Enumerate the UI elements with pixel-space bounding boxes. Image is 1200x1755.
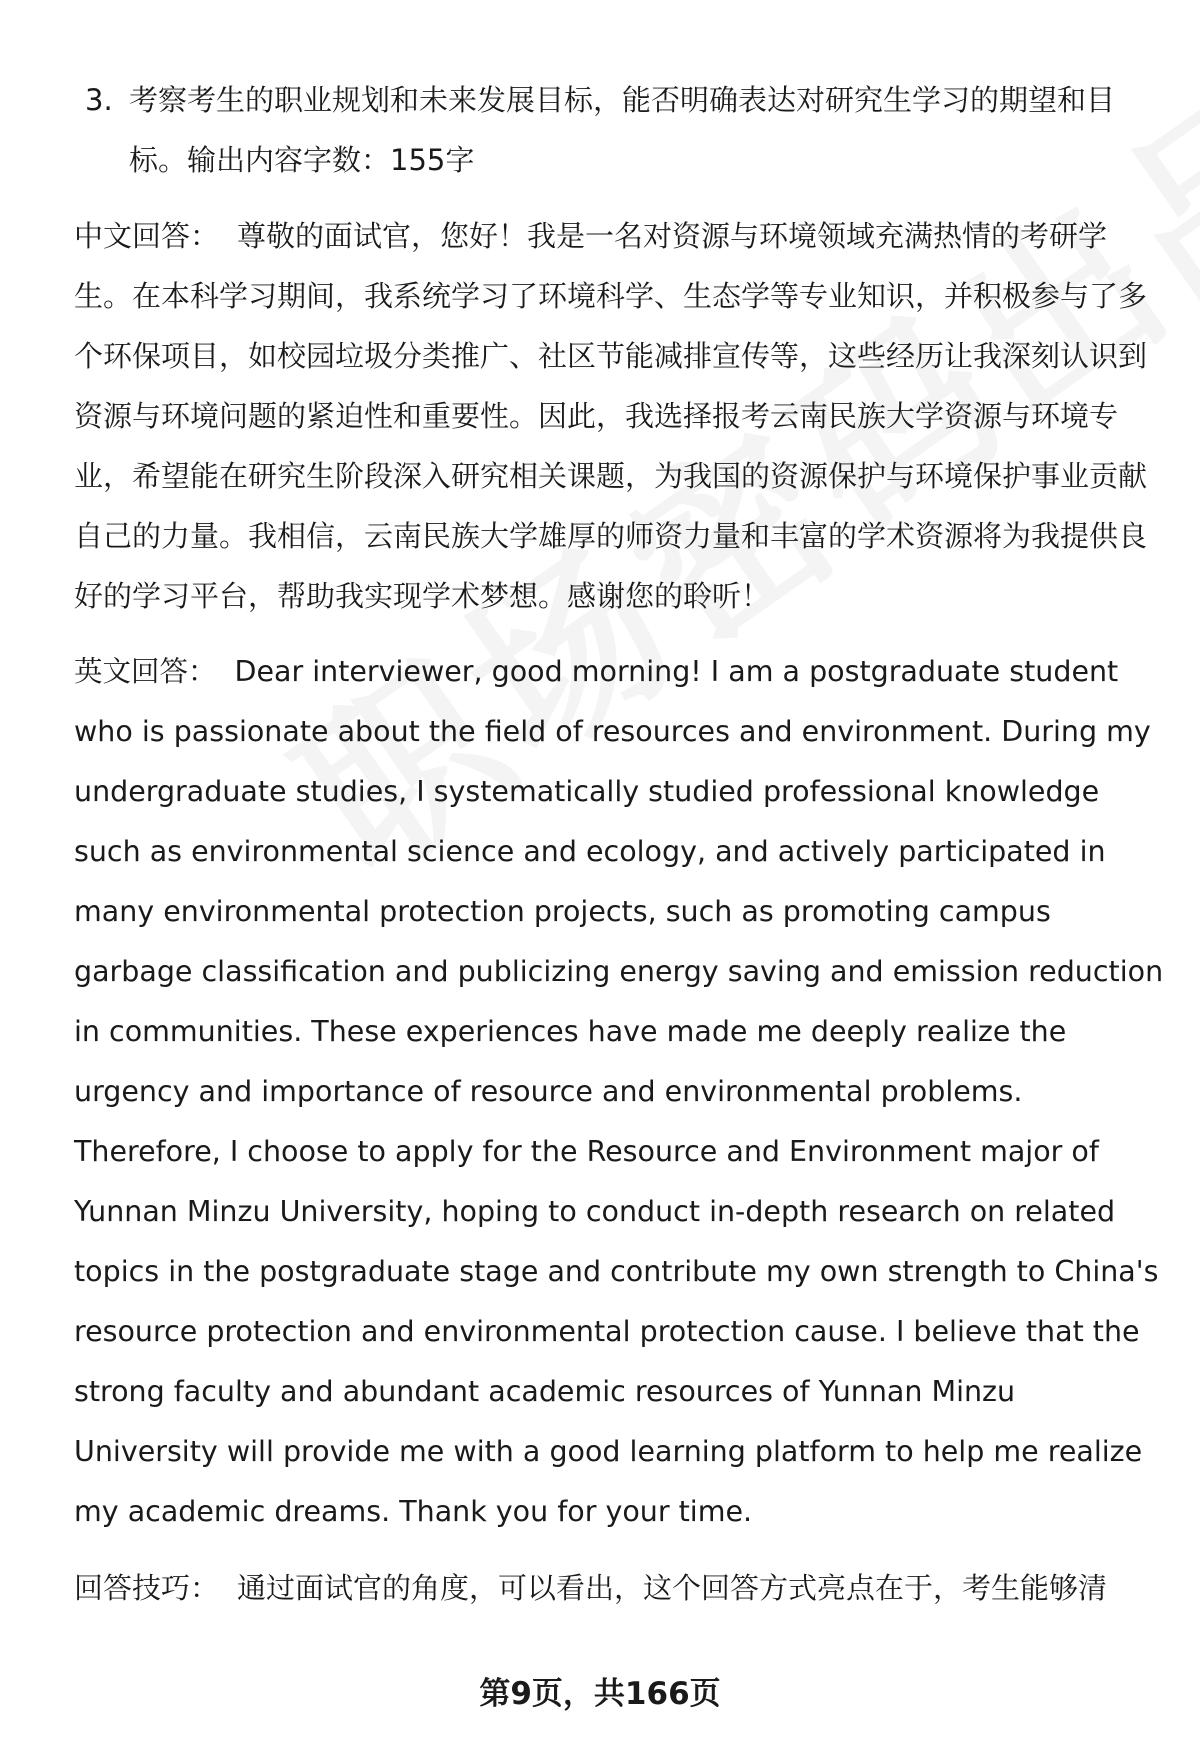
english-answer-text: Dear interviewer, good morning! I am a postgraduate student who is passionate about the field of resources and environment. During my undergraduate studies, I systematically studied professional knowledge such as environmental science and ecology, and actively participated in many environmental protection projects, such as promoting campus garbage classification and publicizing energy saving and emission reduction in communities. These experiences have made me deeply realize the urgency and importance of resource and environmental problems. Therefore, I choose to apply for the Resource and Environment major of Yunnan Minzu University, hoping to conduct in-depth research on related topics in the postgraduate stage and contribute my own strength to China's resource protection and environmental protection cause. I believe that the strong faculty and abundant academic resources of Yunnan Minzu University will provide me with a good learning platform to help me realize my academic dreams. Thank you for your time. (74, 655, 1164, 1528)
question-number: 3. (85, 83, 113, 117)
chinese-answer-label: 中文回答： (74, 219, 220, 253)
answer-tips-text: 通过面试官的角度，可以看出，这个回答方式亮点在于，考生能够清 (237, 1571, 1108, 1605)
question-item (85, 70, 1164, 190)
english-answer-label: 英文回答： (74, 655, 217, 688)
question-text: 考察考生的职业规划和未来发展目标，能否明确表达对研究生学习的期望和目标。输出内容字数：155字 (129, 83, 1116, 177)
document-page (74, 70, 1164, 1618)
answer-tips-label: 回答技巧： (74, 1571, 220, 1605)
page-footer: 第9页，共166页 (479, 1676, 721, 1712)
chinese-answer (74, 206, 1164, 626)
chinese-answer-text: 尊敬的面试官，您好！我是一名对资源与环境领域充满热情的考研学生。在本科学习期间，我系统学习了环境科学、生态学等专业知识，并积极参与了多个环保项目，如校园垃圾分类推广、社区节能减排宣传等，这些经历让我深刻认识到资源与环境问题的紧迫性和重要性。因此，我选择报考云南民族大学资源与环境专业，希望能在研究生阶段深入研究相关课题，为我国的资源保护与环境保护事业贡献自己的力量。我相信，云南民族大学雄厚的师资力量和丰富的学术资源将为我提供良好的学习平台，帮助我实现学术梦想。感谢您的聆听！ (74, 219, 1148, 613)
answer-tips (74, 1558, 1164, 1618)
english-answer (74, 642, 1164, 1542)
